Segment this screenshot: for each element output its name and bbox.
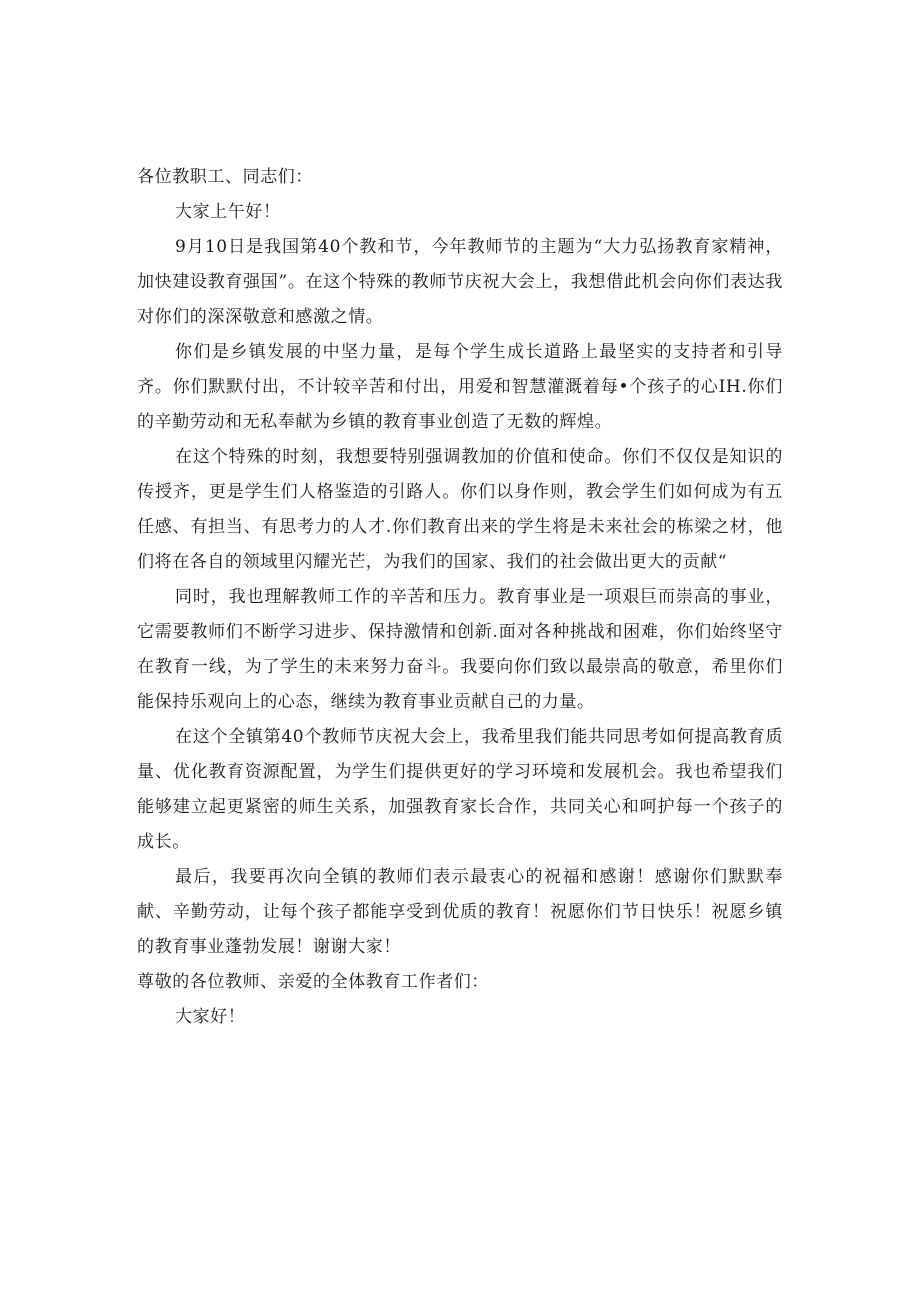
paragraph-intro: 9月10日是我国第40个教和节，今年教师节的主题为“大力弘扬教育家精神，加快建设教育强国”。在这个特殊的教师节庆祝大会上，我想借此机会向你们表达我对你们的深深敬意和感激之情。 xyxy=(137,237,783,327)
paragraph-closing: 最后，我要再次向全镇的教师们表示最衷心的祝福和感谢！感谢你们默默奉献、辛勤劳动，让每个孩子都能享受到优质的教育！祝愿你们节日快乐！祝愿乡镇的教育事业蓬勃发展！谢谢大家！ xyxy=(137,867,783,957)
paragraph-mission: 在这个特殊的时刻，我想要特别强调教加的价值和使命。你们不仅仅是知识的传授齐，更是学生们人格鉴造的引路人。你们以身作则，教会学生们如何成为有五任感、有担当、有思考力的人才.你们教育出来的学生将是未来社会的栋梁之材，他们将在各自的领域里闪耀光芒，为我们的国家、我们的社会做出更大的贡献“ xyxy=(137,447,783,572)
paragraph-quality: 在这个全镇第40个教师节庆祝大会上，我希里我们能共同思考如何提高教育质量、优化教育资源配置，为学生们提供更好的学习环境和发展机会。我也希望我们能够建立起更紧密的师生关系，加强教育家长合作，共同关心和呵护每一个孩子的成长。 xyxy=(137,727,783,852)
salutation-line: 大家上午好！ xyxy=(175,202,281,222)
second-salutation-line: 大家好！ xyxy=(175,1007,246,1027)
greeting-line: 各位教职工、同志们： xyxy=(137,167,313,187)
paragraph-pressure: 同时，我也理解教师工作的辛苦和压力。教育事业是一项艰巨而崇高的事业，它需要教师们不断学习进步、保持激情和创新.面对各种挑战和困难，你们始终坚守在教育一线，为了学生的未来努力奋斗。我要向你们致以最崇高的敬意，希里你们能保持乐观向上的心态，继续为教育事业贡献自己的力量。 xyxy=(137,587,783,712)
second-greeting-line: 尊敬的各位教师、亲爱的全体教育工作者们： xyxy=(137,972,489,992)
document-page xyxy=(137,160,783,1035)
paragraph-backbone: 你们是乡镇发展的中坚力量，是每个学生成长道路上最坚实的支持者和引导齐。你们默默付出，不计较辛苦和付出，用爱和智慧灌溉着每•个孩子的心IH.你们的辛勤劳动和无私奉献为乡镇的教育事业创造了无数的辉煌。 xyxy=(137,342,783,432)
